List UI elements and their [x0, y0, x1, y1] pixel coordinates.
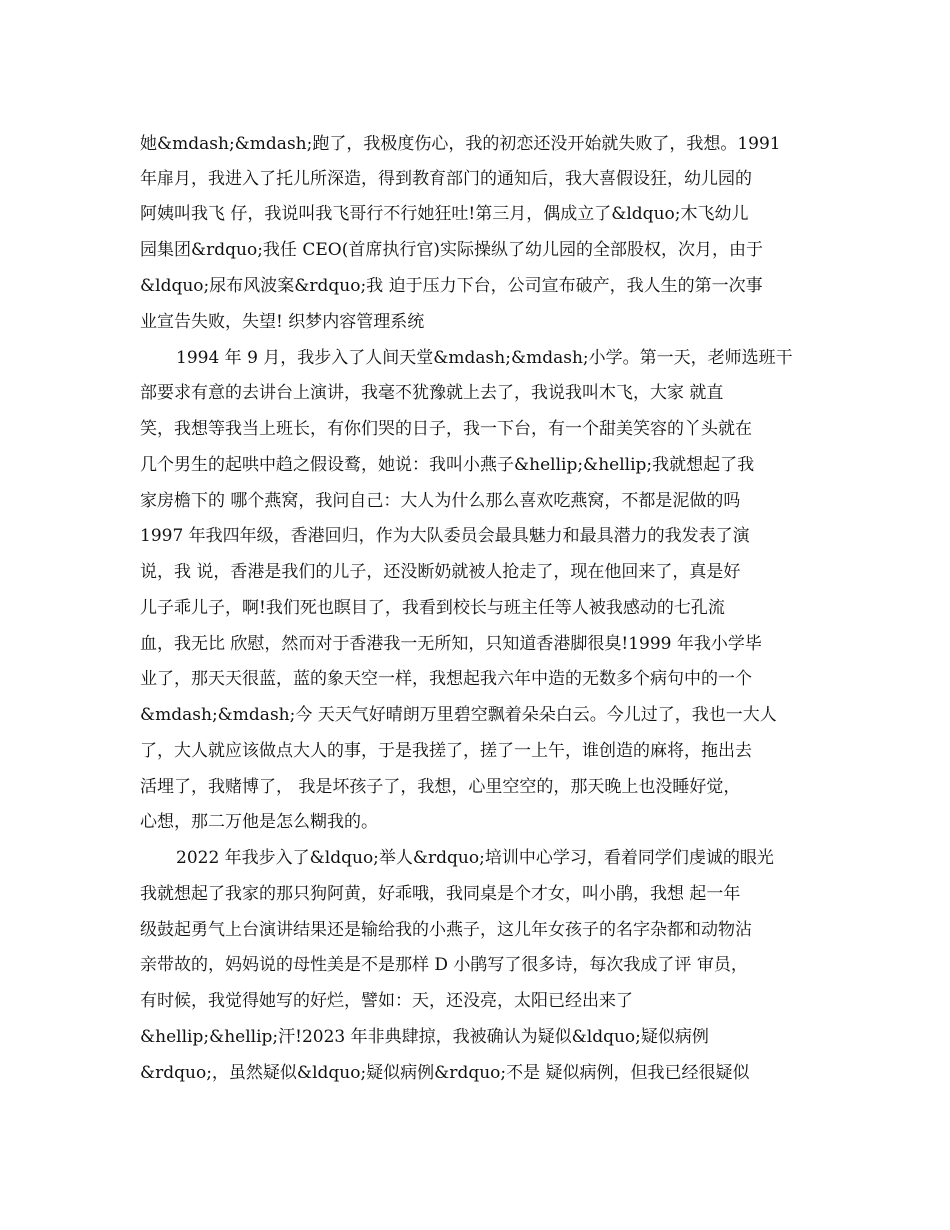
text-line: 家房檐下的 哪个燕窝，我问自己：大人为什么那么喜欢吃燕窝，不都是泥做的吗 [140, 491, 741, 511]
text-line: &mdash;&mdash;今 天天气好晴朗万里碧空飘着朵朵白云。今儿过了，我也一大人 [140, 705, 777, 725]
text-line: 了，大人就应该做点大人的事，于是我搓了，搓了一上午，谁创造的麻将，拖出去 [140, 741, 752, 761]
text-line: &ldquo;尿布风波案&rdquo;我 迫于压力下台，公司宣布破产，我人生的第一次事 [140, 276, 763, 296]
text-line: 我就想起了我家的那只狗阿黄，好乖哦，我同桌是个才女，叫小鹃，我想 起一年 [140, 884, 741, 904]
text-line: 笑，我想等我当上班长，有你们哭的日子，我一下台，有一个甜美笑容的丫头就在 [140, 419, 752, 439]
text-line: 园集团&rdquo;我任 CEO(首席执行官)实际操纵了幼儿园的全部股权，次月，由于 [140, 240, 763, 260]
text-line: 业宣告失败，失望! 织梦内容管理系统 [140, 312, 425, 332]
text-line: 年扉月，我进入了托儿所深造，得到教育部门的通知后，我大喜假设狂，幼儿园的 [140, 169, 752, 189]
text-line: 级鼓起勇气上台演讲结果还是输给我的小燕子，这儿年女孩子的名字杂都和动物沾 [140, 920, 752, 940]
text-line: 业了，那天天很蓝，蓝的象天空一样，我想起我六年中造的无数多个病句中的一个 [140, 669, 752, 689]
text-line: 部要求有意的去讲台上演讲，我毫不犹豫就上去了，我说我叫木飞，大家 就直 [140, 383, 724, 403]
text-line: 几个男生的起哄中趋之假设鹜，她说：我叫小燕子&hellip;&hellip;我就想起了我 [140, 455, 755, 475]
paragraph-first-line: 2022 年我步入了&ldquo;举人&rdquo;培训中心学习，看着同学们虔诚的眼光 [176, 848, 774, 868]
text-line: 1997 年我四年级，香港回归，作为大队委员会最具魅力和最具潜力的我发表了演 [140, 526, 750, 546]
text-line: 有时候，我觉得她写的好烂，譬如：天，还没亮，太阳已经出来了 [140, 991, 633, 1011]
text-line: 亲带故的，妈妈说的母性美是不是那样 D 小鹃写了很多诗，每次我成了评 审员， [140, 955, 748, 975]
text-line: 她&mdash;&mdash;跑了，我极度伤心，我的初恋还没开始就失败了，我想。1991 [140, 134, 781, 154]
text-line: &rdquo;，虽然疑似&ldquo;疑似病例&rdquo;不是 疑似病例，但我已经很疑似 [140, 1063, 750, 1083]
text-line: 心想，那二万他是怎么糊我的。 [140, 812, 378, 832]
text-line: 活埋了，我赌博了， 我是坏孩子了，我想，心里空空的，那天晚上也没睡好觉， [140, 777, 741, 797]
paragraph-first-line: 1994 年 9 月，我步入了人间天堂&mdash;&mdash;小学。第一天，老师选班干 [176, 348, 793, 368]
text-line: 儿子乖儿子，啊!我们死也瞑目了，我看到校长与班主任等人被我感动的七孔流 [140, 598, 725, 618]
text-line: 说，我 说，香港是我们的儿子，还没断奶就被人抢走了，现在他回来了，真是好 [140, 562, 741, 582]
text-line: 血，我无比 欣慰，然而对于香港我一无所知，只知道香港脚很臭!1999 年我小学毕 [140, 634, 762, 654]
text-line: &hellip;&hellip;汗!2023 年非典肆掠，我被确认为疑似&ldquo;疑似病例 [140, 1027, 709, 1047]
text-line: 阿姨叫我飞 仔，我说叫我飞哥行不行她狂吐!第三月，偶成立了&ldquo;木飞幼儿 [140, 204, 749, 224]
